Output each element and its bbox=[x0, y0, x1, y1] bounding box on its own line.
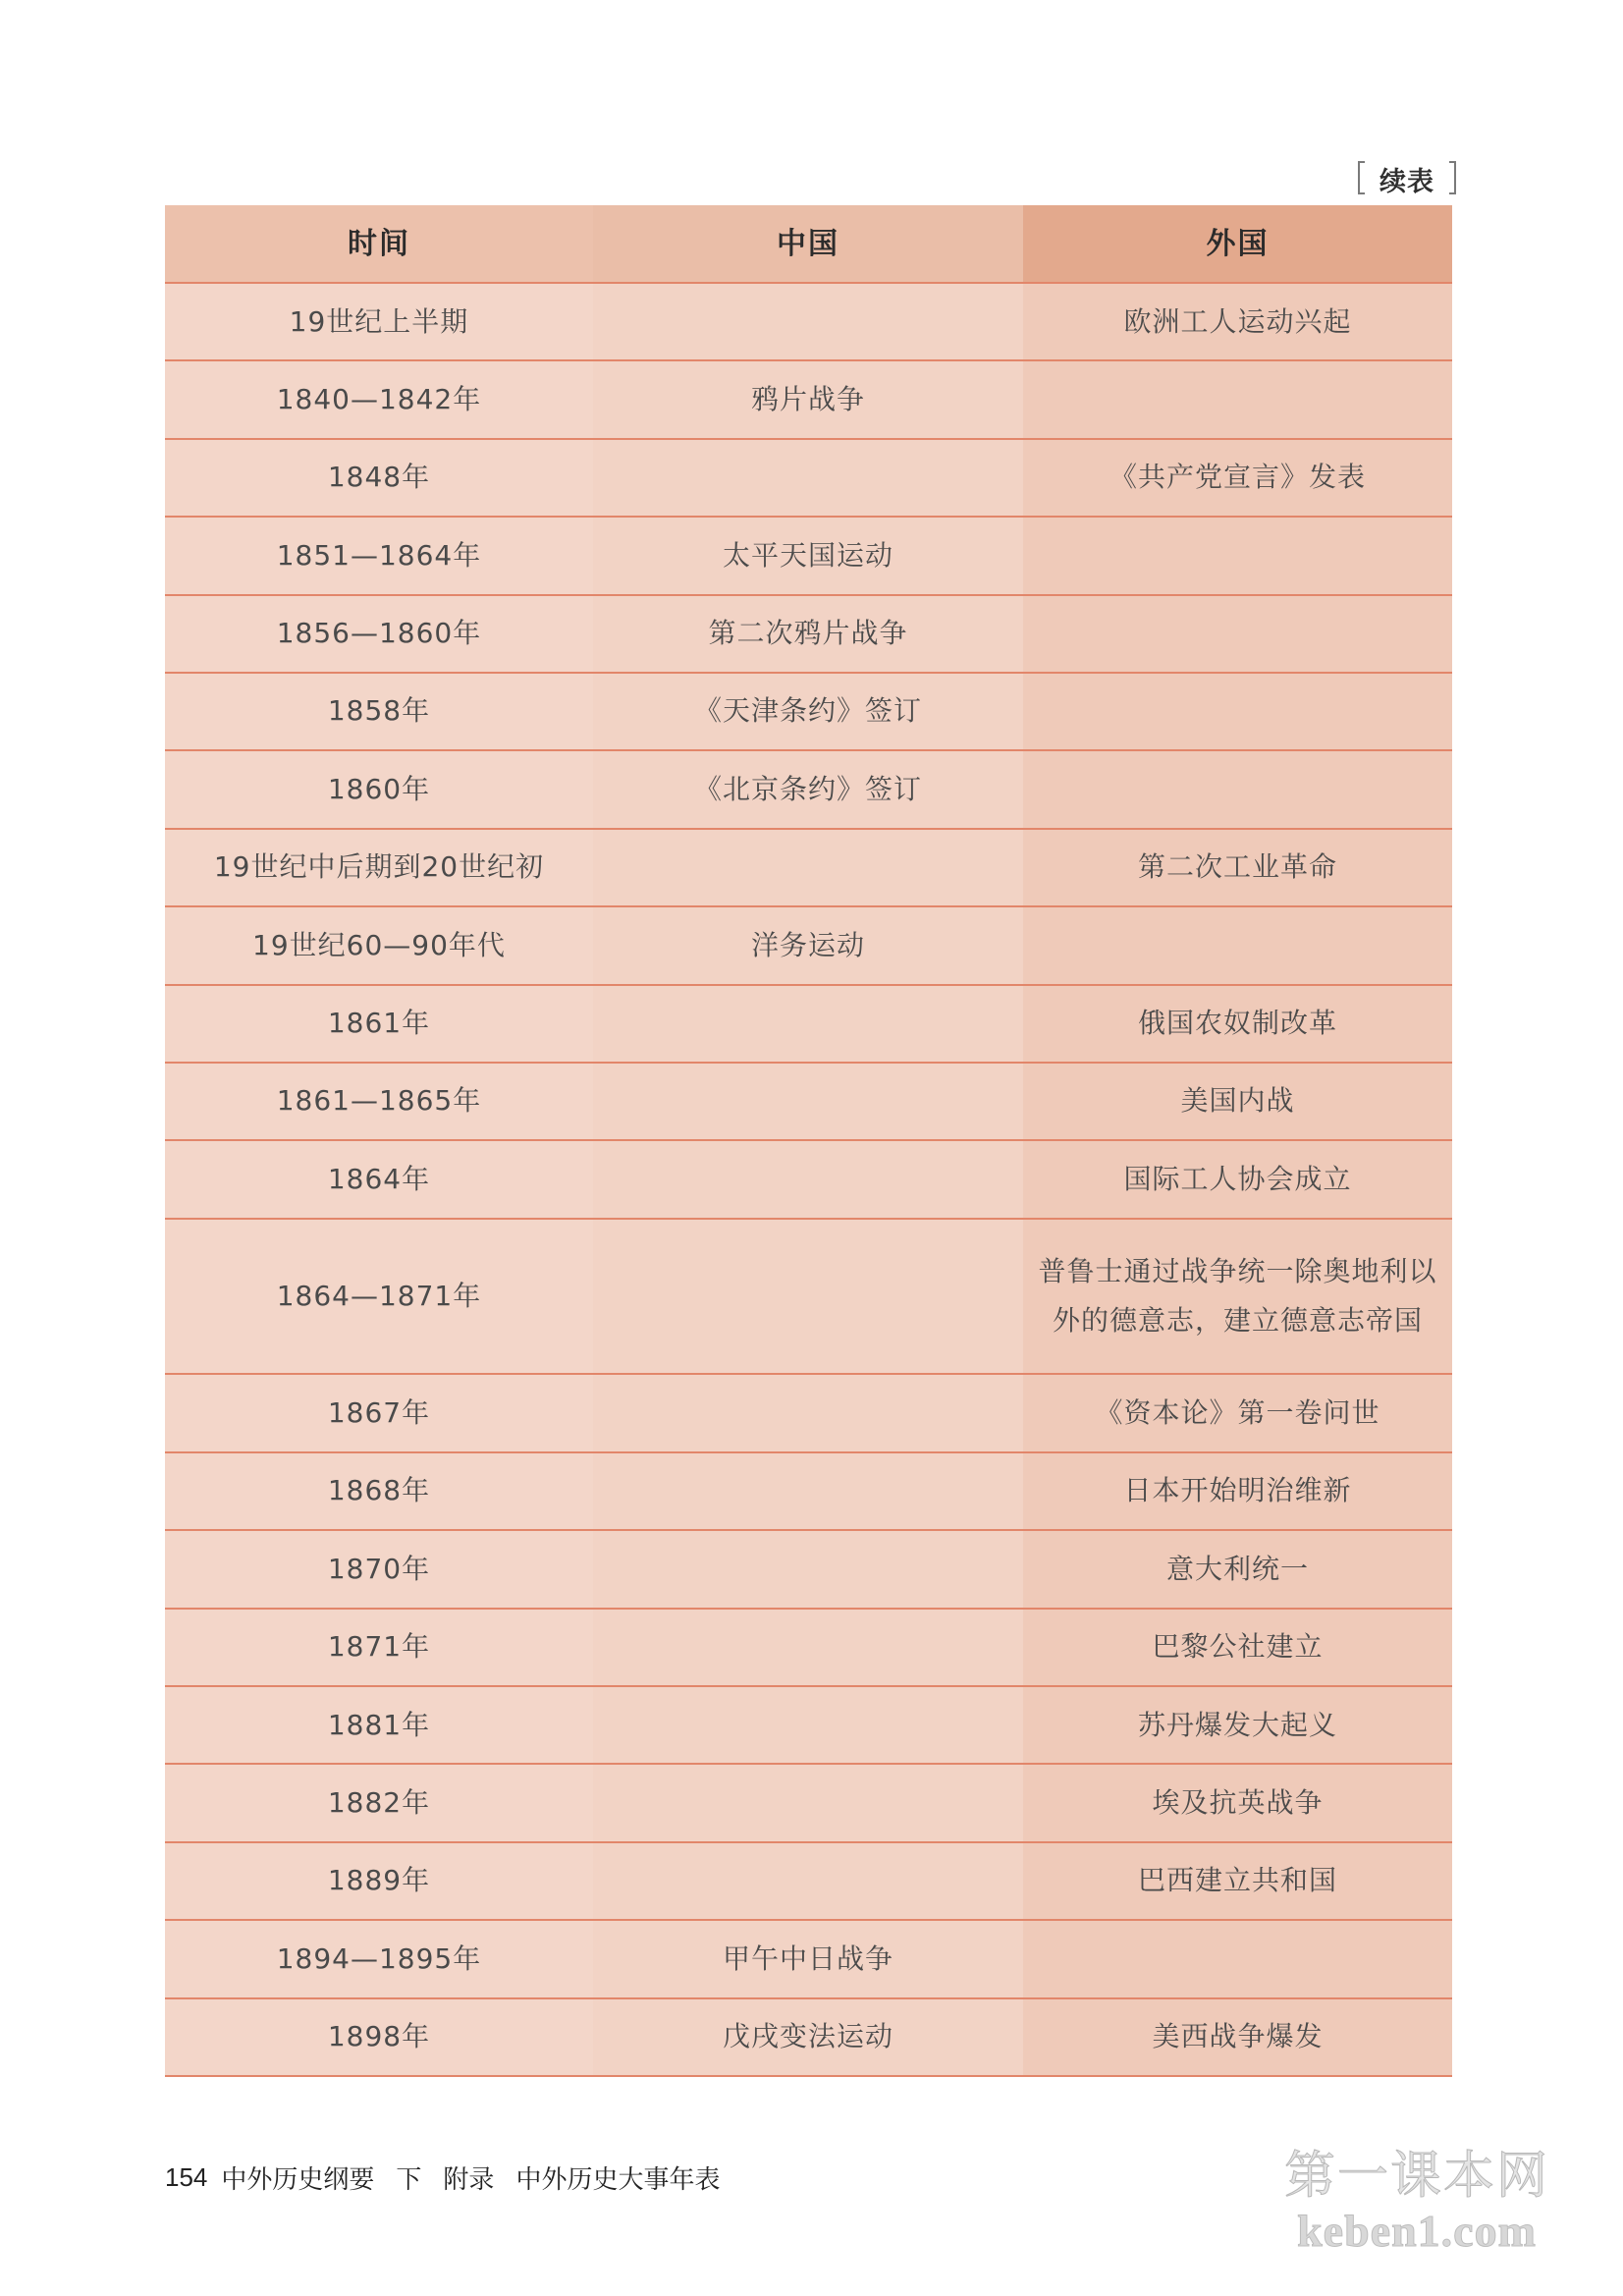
table-row bbox=[165, 1453, 1452, 1531]
cell-china: 戊戌变法运动 bbox=[593, 1999, 1023, 2075]
continued-text: 续表 bbox=[1380, 166, 1434, 197]
cell-foreign bbox=[1023, 596, 1452, 672]
table-header bbox=[165, 205, 1452, 284]
cell-china bbox=[593, 1220, 1023, 1374]
cell-time: 1864年 bbox=[165, 1141, 593, 1217]
cell-time: 19世纪上半期 bbox=[165, 284, 593, 359]
cell-china bbox=[593, 1687, 1023, 1763]
cell-foreign bbox=[1023, 674, 1452, 749]
cell-time: 1898年 bbox=[165, 1999, 593, 2075]
page-footer bbox=[165, 2159, 720, 2195]
cell-china: 《天津条约》签订 bbox=[593, 674, 1023, 749]
table-row bbox=[165, 440, 1452, 518]
cell-time: 1871年 bbox=[165, 1610, 593, 1685]
cell-time: 1882年 bbox=[165, 1765, 593, 1840]
table-row bbox=[165, 986, 1452, 1064]
cell-time: 1881年 bbox=[165, 1687, 593, 1763]
cell-china bbox=[593, 830, 1023, 905]
table-row bbox=[165, 830, 1452, 907]
table-row bbox=[165, 284, 1452, 361]
table-row bbox=[165, 1610, 1452, 1687]
footer-section: 附录 bbox=[443, 2164, 495, 2194]
table-row bbox=[165, 518, 1452, 595]
table-row bbox=[165, 907, 1452, 985]
cell-china bbox=[593, 1610, 1023, 1685]
cell-time: 1848年 bbox=[165, 440, 593, 516]
footer-chapter: 中外历史大事年表 bbox=[515, 2164, 721, 2194]
cell-time: 1851—1864年 bbox=[165, 518, 593, 593]
table-row bbox=[165, 1687, 1452, 1765]
cell-china bbox=[593, 1141, 1023, 1217]
cell-china: 第二次鸦片战争 bbox=[593, 596, 1023, 672]
cell-china bbox=[593, 440, 1023, 516]
cell-foreign: 美西战争爆发 bbox=[1023, 1999, 1452, 2075]
cell-foreign: 巴西建立共和国 bbox=[1023, 1843, 1452, 1919]
footer-volume: 下 bbox=[396, 2164, 422, 2194]
table-row bbox=[165, 1220, 1452, 1376]
cell-time: 1840—1842年 bbox=[165, 361, 593, 437]
bracket-right bbox=[1449, 161, 1456, 194]
cell-foreign: 巴黎公社建立 bbox=[1023, 1610, 1452, 1685]
cell-foreign: 第二次工业革命 bbox=[1023, 830, 1452, 905]
cell-time: 1861—1865年 bbox=[165, 1064, 593, 1139]
cell-foreign: 普鲁士通过战争统一除奥地利以外的德意志，建立德意志帝国 bbox=[1023, 1220, 1452, 1374]
cell-foreign: 埃及抗英战争 bbox=[1023, 1765, 1452, 1840]
watermark-site-name: 第一课本网 bbox=[1283, 2147, 1549, 2206]
cell-china bbox=[593, 1375, 1023, 1450]
table-row bbox=[165, 1375, 1452, 1452]
header-cell-china: 中国 bbox=[593, 205, 1023, 282]
watermark bbox=[1279, 2147, 1554, 2257]
cell-time: 1867年 bbox=[165, 1375, 593, 1450]
cell-time: 19世纪60—90年代 bbox=[165, 907, 593, 983]
cell-china: 甲午中日战争 bbox=[593, 1921, 1023, 1996]
table-row bbox=[165, 1843, 1452, 1921]
cell-china bbox=[593, 1453, 1023, 1529]
bracket-left bbox=[1358, 161, 1365, 194]
table-row bbox=[165, 674, 1452, 751]
cell-foreign: 欧洲工人运动兴起 bbox=[1023, 284, 1452, 359]
cell-foreign: 国际工人协会成立 bbox=[1023, 1141, 1452, 1217]
cell-china bbox=[593, 1843, 1023, 1919]
table-row bbox=[165, 596, 1452, 674]
header-cell-foreign: 外国 bbox=[1023, 205, 1452, 282]
cell-china: 洋务运动 bbox=[593, 907, 1023, 983]
cell-china bbox=[593, 284, 1023, 359]
cell-time: 1858年 bbox=[165, 674, 593, 749]
header-cell-time: 时间 bbox=[165, 205, 593, 282]
cell-time: 1868年 bbox=[165, 1453, 593, 1529]
cell-china bbox=[593, 1064, 1023, 1139]
table-row bbox=[165, 1141, 1452, 1219]
table-row bbox=[165, 1765, 1452, 1842]
table-row bbox=[165, 1531, 1452, 1609]
cell-time: 1861年 bbox=[165, 986, 593, 1062]
table-row bbox=[165, 751, 1452, 829]
cell-foreign: 俄国农奴制改革 bbox=[1023, 986, 1452, 1062]
cell-foreign: 日本开始明治维新 bbox=[1023, 1453, 1452, 1529]
cell-foreign bbox=[1023, 1921, 1452, 1996]
cell-foreign bbox=[1023, 518, 1452, 593]
cell-china: 《北京条约》签订 bbox=[593, 751, 1023, 827]
cell-time: 1889年 bbox=[165, 1843, 593, 1919]
footer-book-title: 中外历史纲要 bbox=[221, 2164, 375, 2194]
cell-foreign: 苏丹爆发大起义 bbox=[1023, 1687, 1452, 1763]
cell-china: 太平天国运动 bbox=[593, 518, 1023, 593]
cell-time: 1860年 bbox=[165, 751, 593, 827]
cell-time: 1864—1871年 bbox=[165, 1220, 593, 1374]
page-number: 154 bbox=[165, 2161, 208, 2192]
cell-china bbox=[593, 986, 1023, 1062]
table-row bbox=[165, 1921, 1452, 1998]
cell-foreign: 《共产党宣言》发表 bbox=[1023, 440, 1452, 516]
events-table bbox=[165, 205, 1452, 2077]
cell-foreign bbox=[1023, 751, 1452, 827]
cell-time: 1856—1860年 bbox=[165, 596, 593, 672]
table-row bbox=[165, 361, 1452, 439]
cell-foreign: 意大利统一 bbox=[1023, 1531, 1452, 1607]
table-row bbox=[165, 1999, 1452, 2077]
cell-china bbox=[593, 1531, 1023, 1607]
cell-time: 1870年 bbox=[165, 1531, 593, 1607]
cell-foreign bbox=[1023, 361, 1452, 437]
cell-china bbox=[593, 1765, 1023, 1840]
cell-foreign bbox=[1023, 907, 1452, 983]
table-row bbox=[165, 1064, 1452, 1141]
cell-time: 1894—1895年 bbox=[165, 1921, 593, 1996]
watermark-site-url: keben1.com bbox=[1297, 2206, 1537, 2256]
cell-time: 19世纪中后期到20世纪初 bbox=[165, 830, 593, 905]
cell-foreign: 《资本论》第一卷问世 bbox=[1023, 1375, 1452, 1450]
continued-label bbox=[1358, 159, 1456, 198]
cell-foreign: 美国内战 bbox=[1023, 1064, 1452, 1139]
cell-china: 鸦片战争 bbox=[593, 361, 1023, 437]
